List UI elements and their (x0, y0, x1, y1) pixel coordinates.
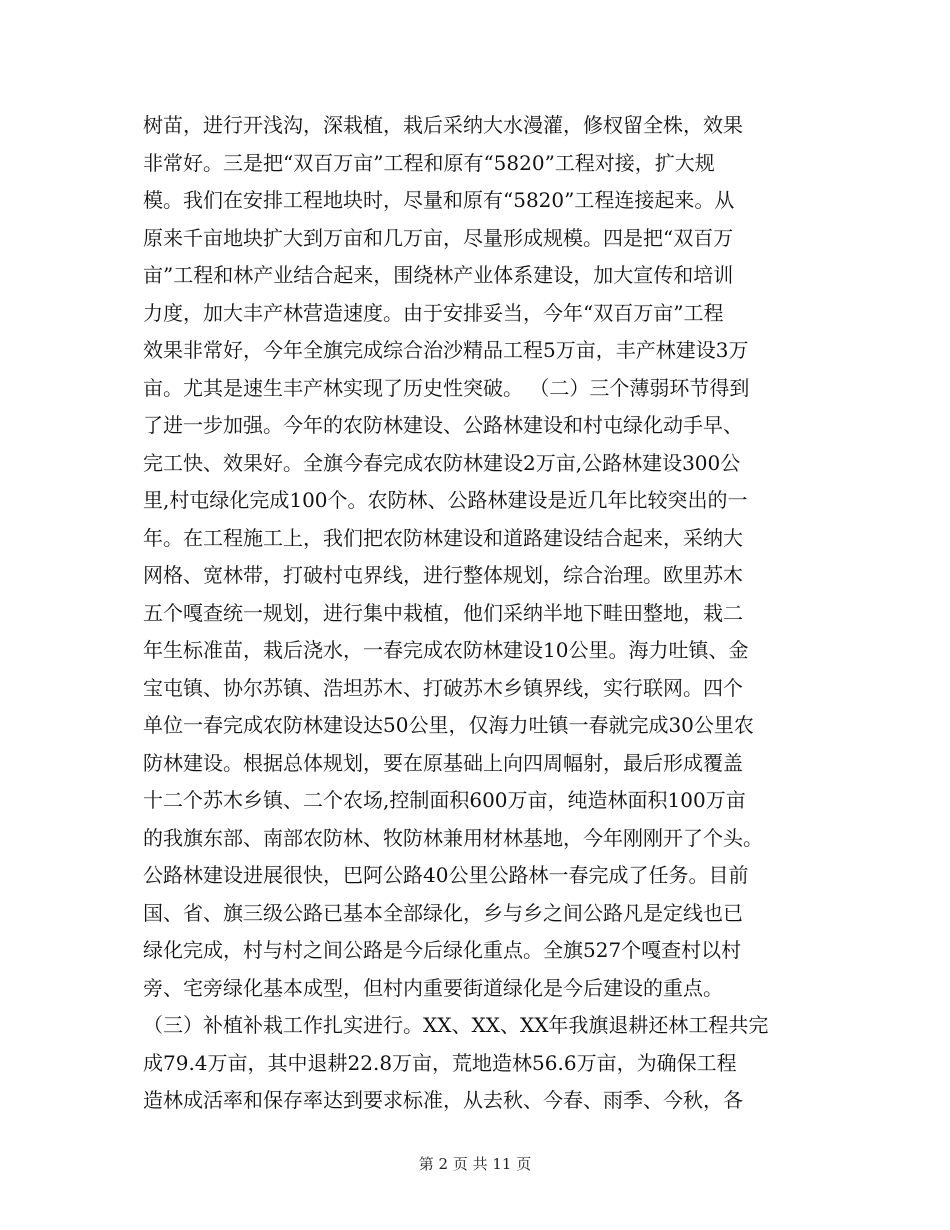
text-line: 国、省、旗三级公路已基本全部绿化，乡与乡之间公路凡是定线也已 (143, 900, 743, 925)
text-line: 防林建设。根据总体规划，要在原基础上向四周幅射，最后形成覆盖 (143, 750, 743, 775)
text-line: 单位一春完成农防林建设达50公里，仅海力吐镇一春就完成30公里农 (143, 713, 754, 737)
text-line: 五个嘎查统一规划，进行集中栽植，他们采纳半地下畦田整地，栽二 (143, 600, 743, 625)
text-line: 的我旗东部、南部农防林、牧防林兼用材林基地，今年刚刚开了个头。 (143, 825, 763, 850)
text-line: 完工快、效果好。全旗今春完成农防林建设2万亩,公路林建设300公 (143, 450, 741, 475)
text-line: 了进一步加强。今年的农防林建设、公路林建设和村屯绿化动手早、 (143, 413, 743, 437)
text-line: 成79.4万亩，其中退耕22.8万亩，荒地造林56.6万亩，为确保工程 (143, 1050, 737, 1075)
text-line: 公路林建设进展很快，巴阿公路40公里公路林一春完成了任务。目前 (143, 863, 749, 887)
text-line: 效果非常好，今年全旗完成综合治沙精品工程5万亩，丰产林建设3万 (143, 338, 749, 362)
text-line: 造林成活率和保存率达到要求标准，从去秋、今春、雨季、今秋，各 (143, 1088, 743, 1112)
text-line: 里,村屯绿化完成100个。农防林、公路林建设是近几年比较突出的一 (143, 488, 748, 512)
text-line: 旁、宅旁绿化基本成型，但村内重要街道绿化是今后建设的重点。 (143, 975, 723, 1000)
text-line: 树苗，进行开浅沟，深栽植，栽后采纳大水漫灌，修杈留全株，效果 (143, 113, 743, 137)
text-line: 绿化完成，村与村之间公路是今后绿化重点。全旗527个嘎查村以村 (143, 938, 742, 962)
text-line: 非常好。三是把“双百万亩”工程和原有“5820”工程对接，扩大规 (143, 150, 715, 175)
text-line: 年。在工程施工上，我们把农防林建设和道路建设结合起来，采纳大 (143, 525, 743, 550)
body-text (143, 107, 813, 1120)
text-line: 十二个苏木乡镇、二个农场,控制面积600万亩，纯造林面积100万亩 (143, 788, 746, 812)
text-line: （三）补植补栽工作扎实进行。XX、XX、XX年我旗退耕还林工程共完 (143, 1013, 769, 1037)
text-line: 网格、宽林带，打破村屯界线，进行整体规划，综合治理。欧里苏木 (143, 563, 743, 587)
text-line: 亩。尤其是速生丰产林实现了历史性突破。 （二）三个薄弱环节得到 (143, 375, 750, 400)
text-line: 亩”工程和林产业结合起来，围绕林产业体系建设，加大宣传和培训 (143, 263, 734, 287)
text-line: 年生标准苗，栽后浇水，一春完成农防林建设10公里。海力吐镇、金 (143, 638, 749, 662)
text-line: 模。我们在安排工程地块时，尽量和原有“5820”工程连接起来。从 (143, 188, 735, 212)
text-line: 力度，加大丰产林营造速度。由于安排妥当，今年“双百万亩”工程 (143, 300, 724, 325)
page-number-footer: 第 2 页 共 11 页 (418, 1155, 532, 1173)
text-line: 宝屯镇、协尔苏镇、浩坦苏木、打破苏木乡镇界线，实行联网。四个 (143, 675, 743, 700)
text-line: 原来千亩地块扩大到万亩和几万亩，尽量形成规模。四是把“双百万 (143, 225, 734, 250)
